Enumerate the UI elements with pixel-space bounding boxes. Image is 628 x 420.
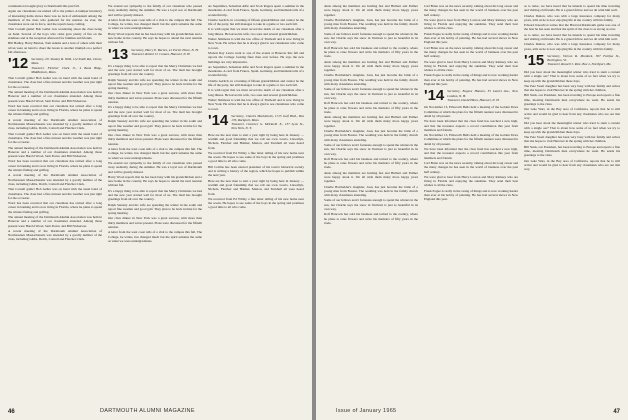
paragraph: Rolf Hancock has sold his business and retired to the country, where he plans to raise flowers and write his memoirs of fifty years in the trade. [324,45,418,59]
paragraph: It's a happy thing to be able to report that the Merry Christmas we had and the new year started well for most of us. The mail has brought greetings from all over the country. [108,63,202,77]
paragraph: Ralph Sanusty and his wife are spending the winter in the south and report fine weather and good golf. They plan to be back in time for the spring meeting. [108,77,202,91]
paragraph: Again our classmates are rushed off to the printer. A bumper inventory of interesting items shows there was no lack of enthusiasm among the members of the class who gathered for the reunion. As ever, the classmates were out in force, and the reports keep coming. [8,9,102,27]
paragraph: We extend our sympathy to the family of our classmate who passed away suddenly during the summer. He was a loyal son of Dartmouth and will be greatly missed. [108,4,202,17]
right-column-1 [324,4,418,400]
paragraph: continuation brought glory to Dartmouth this past fall. [8,4,80,8]
class-officers [231,114,304,131]
paragraph: Ralph Sanusty and his wife are spending the winter in the south and report fine weather and good golf. They plan to be back in time for the spring meeting. [108,119,202,132]
paragraph: as to retire, we have heard that he intends to spend his time traveling and visiting old friends. He is a grand fellow and we all wish him well. [524,4,620,13]
paragraph: We were glad to hear from Harry Lawton and Mary Ramsey who are living in Florida and enjoying the sunshine. They send their best wishes to all the class. [424,17,518,31]
page-number: 47 [613,409,620,415]
paragraph: Charlie Batchelder's daughter, Joan, has just become the bride of a young man from Boston. The wedding was held in the family church with many classmates attending. [324,129,418,142]
paragraph: A letter from the west coast tells of a visit to the campus this fall. The College, he writes, has changed much but the spirit remains the same as when we were undergraduates. [108,230,202,243]
paragraph: We were glad to hear from Harry Lawton and Mary Ramsey who are living in Florida and enjoying the sunshine. They send their best wishes to all the class. [424,174,518,188]
paragraph: A recent meeting of the Dartmouth Alumni Association of Northeastern Massachusetts was attended by a goodly number of the class, including Gibbs, Dolch, Cottrell and Fletcher Clark. [8,173,102,186]
paragraph: We extend our sympathy to the family of our classmate who passed away suddenly during the summer. He was a loyal son of Dartmouth and will be greatly missed. [108,160,202,174]
paragraph: Charlie Batchelder's daughter, Joan, has just become the bride of a young man from Boston. The wedding was held in the family church with many classmates attending. [324,17,418,31]
paragraph: A recent meeting of the Dartmouth Alumni Association of Northeastern Massachusetts was attended by a goodly number of the class, including Gibbs, Dolch, Cottrell and Fletcher Clark. [8,117,102,131]
class-year: '15 [524,51,545,69]
paragraph: Harry Wood reports that he has been busy with his grandchildren and a new home in the country. He says he hopes to attend the next reunion without fail. [108,31,202,45]
paragraph: Ralph Sanusty and his wife are spending the winter in the south and report fine weather and good golf. They plan to be back in time for the spring meeting. [108,202,202,216]
class-heading-1913 [108,45,202,63]
paragraph: Some of our fellows aren't fortunate enough to spend the winters in the sun, but Charlie says the snow in Vermont is just as beautiful in its own way. [324,31,418,45]
class-heading-1915 [524,51,620,69]
paragraph: Charlie Batchelder's daughter, Joan, has just become the bride of a young man from Boston. The wedding was held in the family church with many classmates attending. [324,184,418,198]
left-column-3 [208,4,304,400]
paragraph: We were glad to hear from Harry Lawton and Mary Ramsey who are living in Florida and enjoying the sunshine. They send their best wishes to all the class. [424,59,518,73]
class-heading-1914b [424,89,518,103]
paragraph: dents among the members are holding fast and Hulbert and Palmer were happy about it. We all wish them many more happy years together. [324,115,418,128]
class-year: '12 [8,55,29,73]
paragraph: On November 13, Ellsworth Bells held a meeting of the Golden Years Committee at which the plans for the fiftieth reunion were discussed in detail by all present. [424,105,518,118]
paragraph: Here are the new men to start a year right by being here in January — warmth and good friendship that we call our own. Lewis, Llewellyn, Nichols, Fletcher and Halmer, Marion, and Turnbull all were heard from. [208,132,304,150]
paragraph: as to retire, we have heard that he intends to spend his time traveling and visiting old friends. He is a grand fellow and we all wish him well. [524,32,620,42]
paragraph: The annual meeting of the Dartmouth Alumni Association was held in Hanover and a number of our classmates attended. Among those present were Harold Wood, Sam Porter, and Bill Nickerson. [8,214,102,228]
treasurer-line: Treasurer, Robert O. Conant, Hanover, N. H. [131,51,191,56]
paragraph: dents among the members are holding fast and Hulbert and Palmer were happy about it. We all wish them many more happy years together. [324,4,418,17]
paragraph: Word has been received that our classmate has retired after a long career in banking and is now living in Florida, where he plans to spend the winters fishing and golfing. [8,103,102,117]
paragraph: The annual meeting of the Dartmouth Alumni Association was held in Hanover and a number of our classmates attended. Among those present were Harold Wood, Sam Porter, and Bill Nickerson. [8,89,102,103]
paragraph: It is with regret that we must record the death of our classmate after a long illness. He leaves his wife, two sons and several grandchildren. [208,88,304,97]
paragraph: Charlie Batchelder's daughter, Joan, has just become the bride of a young man from Boston. The wedding was held in the family church with many classmates attending. [324,73,418,87]
secretary-line: Secretary, Harry E. Barnes, 41 Porter Place, N. H. [131,47,199,52]
paragraph: dents among the members are holding fast and Hulbert and Palmer were happy about it. We all wish them many more happy years together. [324,170,418,184]
paragraph: Our class dinner in New York was a great success, with more than thirty members and wives present. Plans were discussed for the fiftieth reunion. [108,216,202,230]
left-page [0,0,312,420]
paragraph: On November 13, Ellsworth Bells held a meeting of the Golden Years Committee at which the plans for the fiftieth reunion were discussed in detail by all present. [424,133,518,146]
paragraph: Walter Simmons is with the law office of Tindwell and is now living in New York. He writes that he is always glad to see classmates who come to town. [208,37,304,50]
class-year: '14 [208,111,229,129]
paragraph: As September, Sebastian Alfie and Scott Rogers spent a summer in the mountains. A card from France, Spain, Germany, and Denmark tells of a wonderful trip. [208,4,304,17]
paragraph: The Pete Swett daughter has been very busy with her family and writes that she hopes to visit Hanover in the spring with her children. [524,135,620,144]
page-number: 46 [8,409,15,415]
paragraph: Walter Simmons is with the law office of Tindwell and is now living in New York. He writes that he is always glad to see classmates who come to town. [208,97,304,111]
class-heading-1914 [208,111,304,131]
paragraph: Carl Brian was on the news recently, talking about his long career and the many changes he has seen in the world of business over the past half century. [424,160,518,174]
paragraph: It's a happy thing to be able to report that the Merry Christmas we had and the new year started well for most of us. The mail has brought greetings from all over the country. [108,105,202,118]
paragraph: That Cornell game! Bob Geller was on hand with the usual band of classmates. The class had a fine turnout and the weather was just right for the occasion. [8,131,102,145]
paragraph: The annual meeting of the Dartmouth Alumni Association was held in Hanover and a number of our classmates attended. Among those present were Harold Wood, Sam Porter, and Bill Nickerson. [8,145,102,159]
paragraph: Some of our fellows aren't fortunate enough to spend the winters in the sun, but Charlie says the snow in Vermont is just as beautiful in its own way. [324,87,418,100]
paragraph: Frank Pogue is really in the swing of things and is now working harder than ever at his hobby of painting. He has had several shows in New England this year. [424,188,518,202]
paragraph: Carl Brian was on the news recently, talking about his long career and the many changes he has seen in the world of business over the past half century. [424,4,518,17]
class-year: '14 [424,87,445,105]
paragraph: Rolf Hancock has sold his business and retired to the country, where he plans to raise flowers and write his memoirs of fifty years in the trade. [324,212,418,225]
paragraph: We have been informed that the class fund has reached a new high, and that the treasurer expects a record contribution this year from members and friends. [424,119,518,132]
right-page [316,0,628,420]
paragraph: Frank Pogue is really in the swing of things and is now working harder than ever at his hobby of painting. He has had several shows in New England this year. [424,31,518,45]
paragraph: As September, Sebastian Alfie and Scott Rogers spent a summer in the mountains. A card from France, Spain, Germany, and Denmark tells of a wonderful trip. [208,64,304,78]
running-footer: Issue of January 1965 [336,408,397,414]
paragraph: Edward Knowlton writes that the Harvard-Dartmouth game was one of the best he has seen and that the spirit of the class is as strong as ever. [524,23,620,32]
class-officers [131,48,198,56]
class-officers [547,54,620,67]
paragraph: We received from Ed Willey a fine letter telling of his new home near the ocean. He hopes to see some of the boys in the spring and promises a good time to all who come. [208,150,304,164]
paragraph: We have been informed that the class fund has reached a new high, and that the treasurer expects a record contribution this year from members and friends. [424,147,518,160]
secretary-line: Secretary, Eugene Hanson, 35 Laurel Ave., New London, N. H. [447,89,518,98]
paragraph: Rolf Hancock has sold his business and retired to the country, where he plans to raise flowers and write his memoirs of fifty years in the trade. [324,101,418,114]
paragraph: Our class dinner in New York was a great success, with more than thirty members and wives present. Plans were discussed for the fiftieth reunion. [108,91,202,105]
paragraph: Word has been received that our classmate has retired after a long career in banking and is now living in Florida, where he plans to spend the winters fishing and golfing. [8,159,102,173]
left-column-1 [8,4,102,400]
paragraph: That Cornell game! Bob Geller was wondering about the class being on hand. Several of the boys who came gave plenty of fun on the sidelines and at the reception afterward for families and friends. [8,27,102,41]
paragraph: Bill Stark, our President, has been traveling to Europe and reports a fine time, meeting Dartmouth men everywhere he went. He sends his greetings to the class. [524,144,620,158]
paragraph: Harry Wood reports that he has been busy with his grandchildren and a new home in the country. He says he hopes to attend the next reunion without fail. [108,174,202,188]
treasurer-line: Treasurer, Clarence G. McDavitt Jr., 137 Lyon St., New York, N. Y. [231,122,304,131]
secretary-line: Secretary, Vernon R. Murdock, 307 Fairfax St., Burlington, Vt. [547,53,620,63]
paragraph: Charlie Gerlich, in a burning of fifteen grandchildren and cannot be the life of the party, but still manages to take in a game or two each fall. [208,17,304,27]
treasurer-line: Treasurer, Russell J. Rice, Box 2, Northport, Me. [547,62,612,67]
treasurer-line: Treasurer, Fletcher Clark Jr., 4 Bank Bldg., Middletown, Mass. [31,65,102,74]
paragraph: Some of our fellows aren't fortunate enough to spend the winters in the sun, but Charlie says the snow in Vermont is just as beautiful in its own way. [324,142,418,156]
paragraph: dents among the members are holding fast and Hulbert and Palmer were happy about it. We all wish them many more happy years together. [324,59,418,73]
class-officers [447,89,518,102]
paragraph: Bill Stark, our President, has been traveling to Europe and reports a fine time, meeting Dartmouth men everywhere he went. He sends his greetings to the class. [524,93,620,107]
paragraph: We received from Ed Willey a fine letter telling of his new home near the ocean. He hopes to see some of the boys in the spring and promises a good time to all who come. [208,196,304,210]
paragraph: Charles Dutton, who was with a large insurance company for many years, tells us he is now enjoying life in the country with his family. [524,13,620,22]
paragraph: Modest Ray Lewis went to one of the events at Hanover this fall and reports the College looking finer than ever before. He says the new buildings are very impressive. [208,50,304,64]
class-officers [31,57,102,74]
paragraph: A recent meeting of the Dartmouth Alumni Association of Northeastern Massachusetts was attended by a goodly number of the class, including Gibbs, Dolch, Cottrell and Fletcher Clark. [8,228,102,242]
treasurer-line: Treasurer, David Hines, Hanover, N. H. [447,97,500,102]
right-column-2 [424,4,518,400]
paragraph: Did you hear about the meaningful winter who tried to stem a current with a single oar? That is about how some of us feel when we try to keep up with the grandchildren these days. [524,121,620,134]
paragraph: The Pete Swett daughter has been very busy with her family and writes that she hopes to visit Hanover in the spring with her children. [524,83,620,93]
paragraph: That Cornell game! Bob Geller was on hand with the usual band of classmates. The class had a fine turnout and the weather was just right for the occasion. [8,76,102,89]
paragraph: Carl Brian was on the news recently, talking about his long career and the many changes he has seen in the world of business over the past half century. [424,45,518,59]
paragraph: Word has been received that our classmate has retired after a long career in banking and is now living in Florida, where he plans to spend the winters fishing and golfing. [8,201,102,214]
running-footer: DARTMOUTH ALUMNI MAGAZINE [100,408,195,414]
paragraph: Charles Dutton, who was with a large insurance company for many years, tells us he is now enjoying life in the country with his family. [524,42,620,51]
paragraph: Some of our fellows aren't fortunate enough to spend the winters in the sun, but Charlie says the snow in Vermont is just as beautiful in its own way. [324,198,418,212]
right-column-3 [524,4,620,400]
paragraph: Our Gale Wart, in the Bay area of California, reports that he is still active and would be glad to hear from any classmates who are out that way. [524,158,620,172]
class-heading-1912 [8,57,102,74]
paragraph: Here are the new men to start a year right by being here in January — warmth and good friendship that we call our own. Lewis, Llewellyn, Nichols, Fletcher and Halmer, Marion, and Turnbull all were heard from. [208,178,304,196]
paragraph: Bill Collins has been elected president of his town's historical society and is writing a history of the region, which he hopes to publish within the next year. [208,164,304,178]
class-year: '13 [108,45,129,63]
secretary-line: Secretary, Charles Mackintosh, 1715 Gulf Blvd., Box 176, Rockport, Mass. [231,113,304,123]
paragraph: Did you hear about the meaningful winter who tried to stem a current with a single oar? That is about how some of us feel when we try to keep up with the grandchildren these days. [524,69,620,83]
paragraph: Our class dinner in New York was a great success, with more than thirty members and wives present. Plans were discussed for the fiftieth reunion. [108,133,202,146]
paragraph: Charlie Gerlich, in a burning of fifteen grandchildren and cannot be the life of the party, but still manages to take in a game or two each fall. [208,78,304,88]
paragraph: That Cornell game! Bob Geller was on hand with the usual band of classmates. The class had a fine turnout and the weather was just right for the occasion. [8,187,102,200]
paragraph: It's a happy thing to be able to report that the Merry Christmas we had and the new year started well for most of us. The mail has brought greetings from all over the country. [108,188,202,202]
secretary-line: Secretary, Dr. Stanley R. Wild, 114 Smith Rd., Dover, Mass. [31,57,102,66]
paragraph: Our Gale Wart, in the Bay area of California, reports that he is still active and would be glad to hear from any classmates who are out that way. [524,107,620,120]
paragraph: Frank Pogue is really in the swing of things and is now working harder than ever at his hobby of painting. He has had several shows in New England this year. [424,73,518,87]
left-column-2 [108,4,202,400]
paragraph: A letter from the west coast tells of a visit to the campus this fall. The College, he writes, has changed much but the spirit remains the same as when we were undergraduates. [108,147,202,160]
paragraph: Rolf Hancock has sold his business and retired to the country, where he plans to raise flowers and write his memoirs of fifty years in the trade. [324,156,418,170]
paragraph: Bill Hadley, Harry Buxton, Tom Adams and a host of others with their wives were on hand to cheer the Green to another triumph on a perfect fall afternoon. [8,41,102,54]
paragraph: A letter from the west coast tells of a visit to the campus this fall. The College, he writes, has changed much but the spirit remains the same as when we were undergraduates. [108,17,202,31]
paragraph: It is with regret that we must record the death of our classmate after a long illness. He leaves his wife, two sons and several grandchildren. [208,27,304,36]
